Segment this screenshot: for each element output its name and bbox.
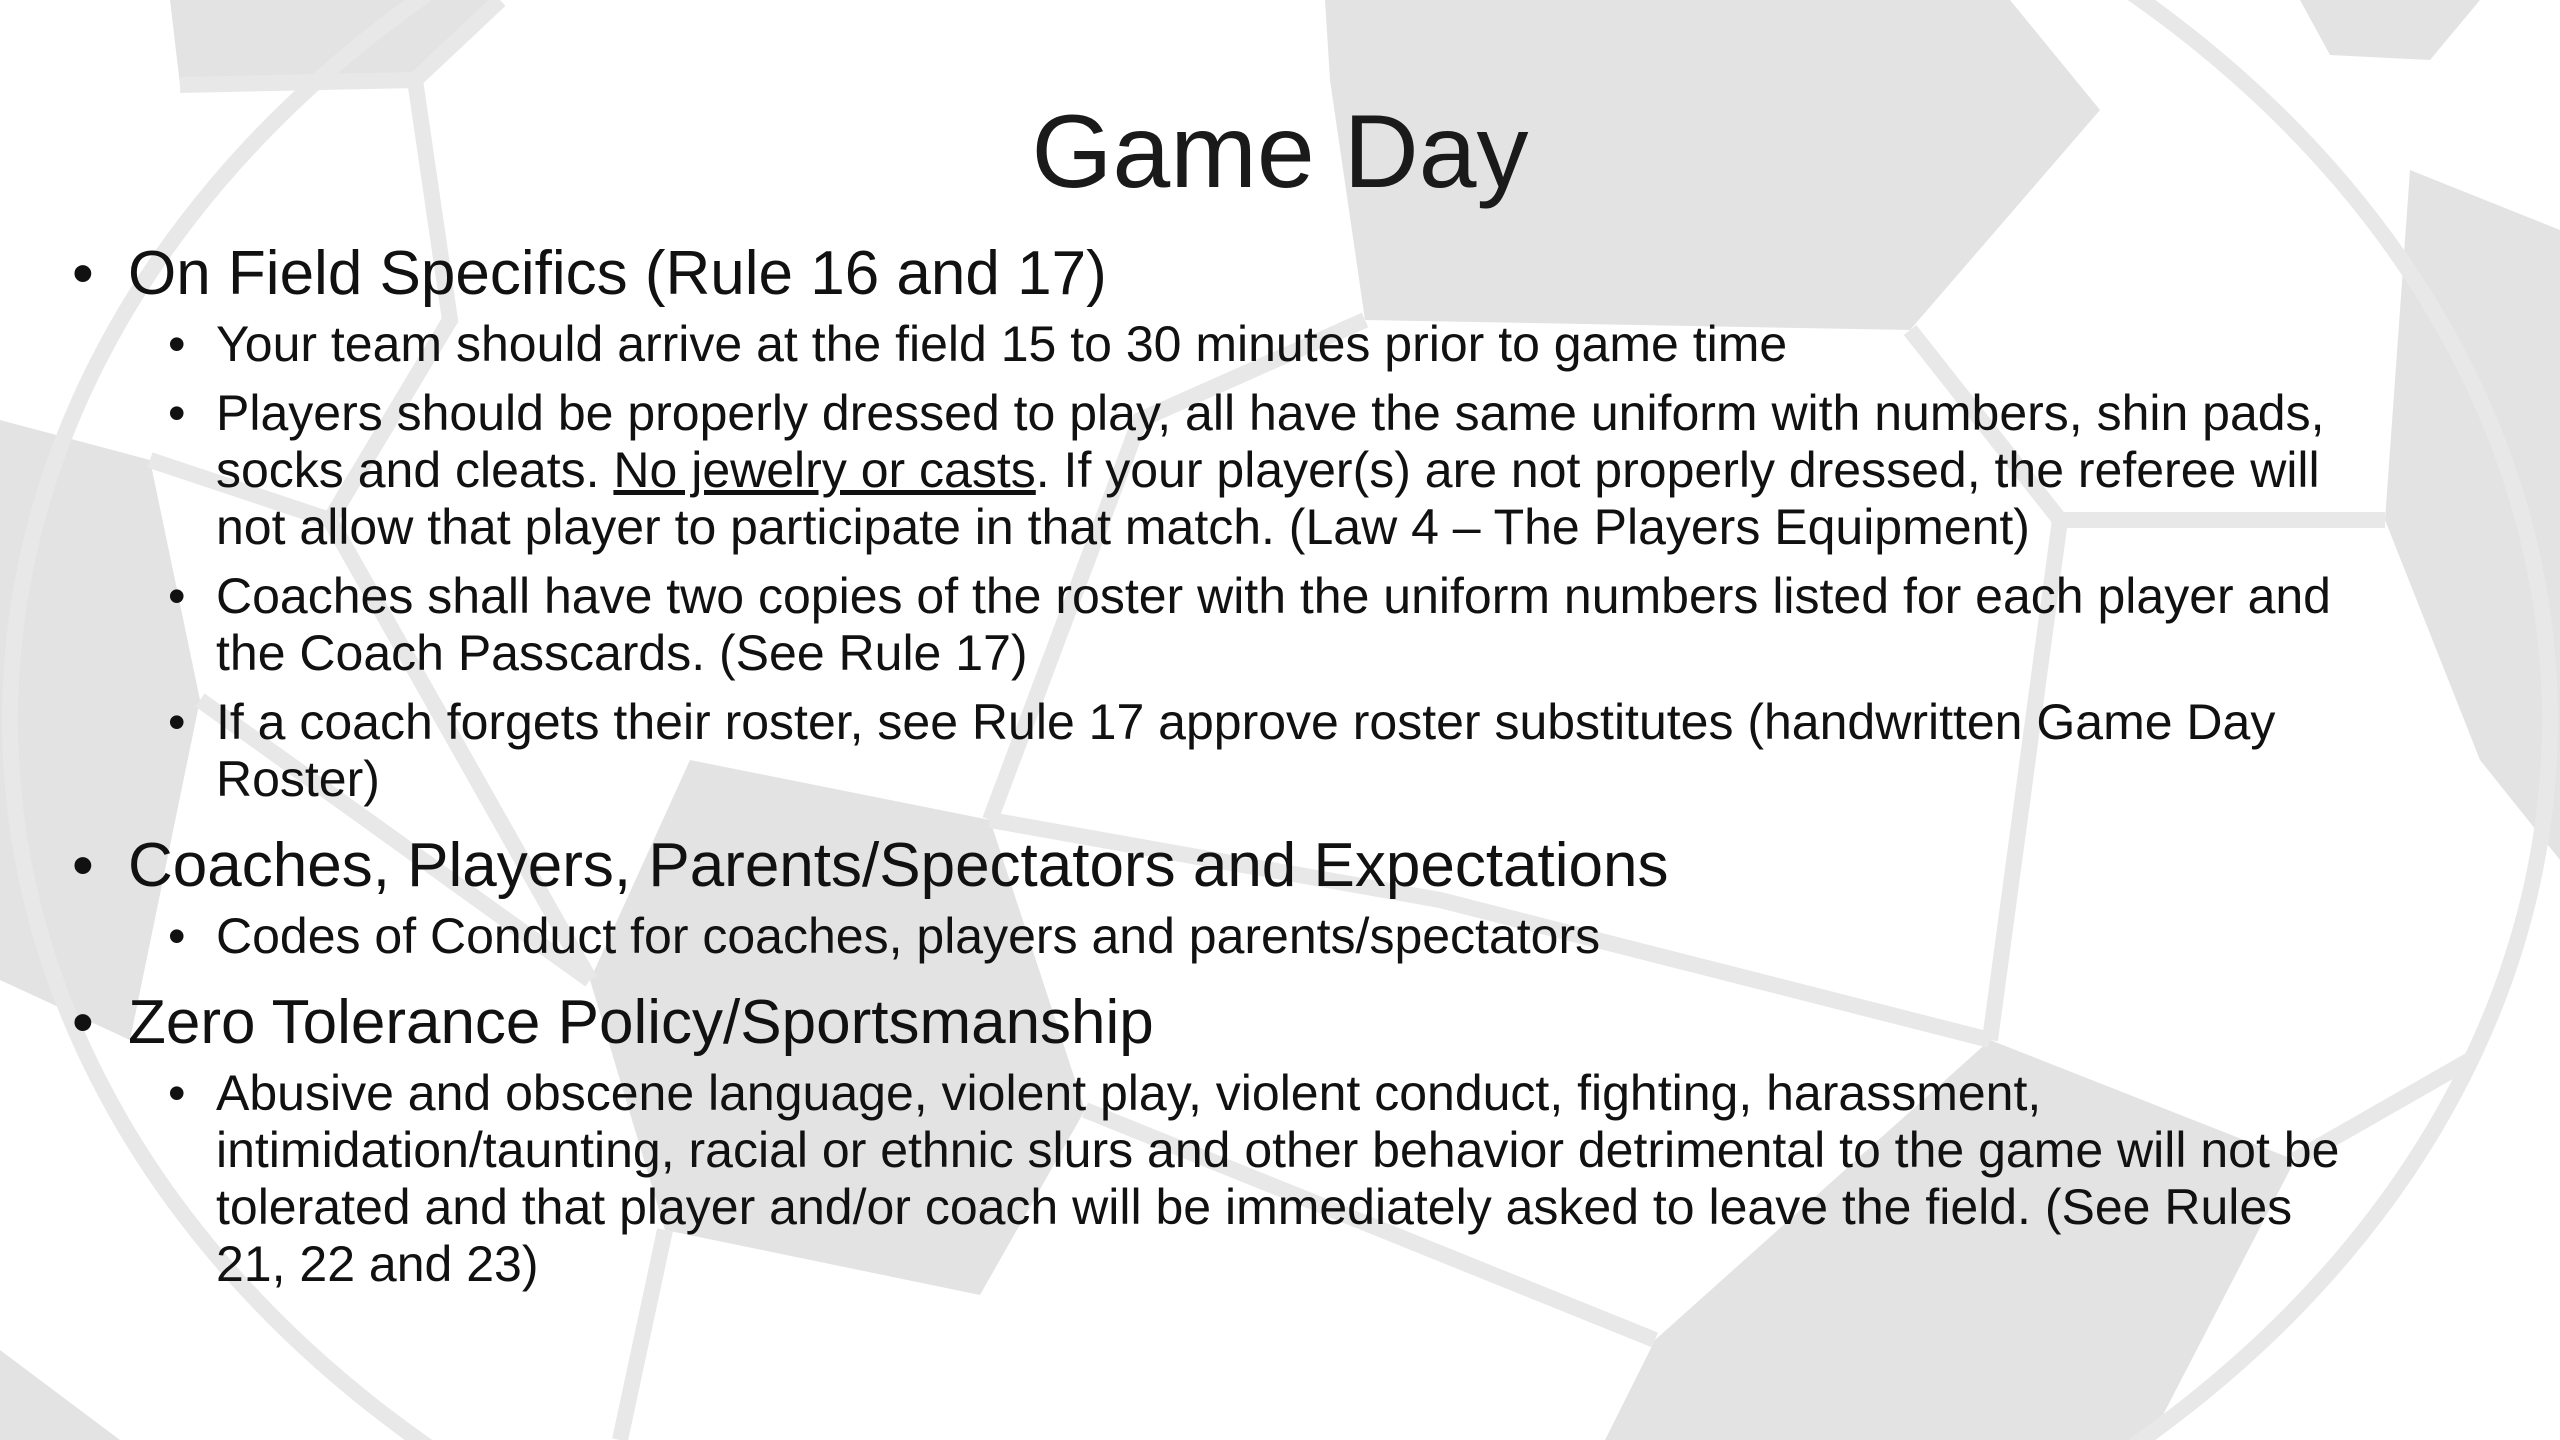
item-text: Codes of Conduct for coaches, players and parents/spectators	[216, 908, 1601, 964]
item-text-underlined: No jewelry or casts	[613, 442, 1036, 498]
section-zero-tolerance	[72, 987, 2372, 1293]
item-text: Abusive and obscene language, violent play, violent conduct, fighting, harassment, intimidation/taunting, racial or ethnic slurs and other behavior detrimental to the game will not be tolerated and that player and/or coach will be immediately asked to leave the field. (See Rules 21, 22 and 23)	[216, 1065, 2340, 1292]
list-item	[168, 568, 2372, 682]
item-text: Players should be properly dressed to play, all have the same uniform with numbers, shin pads, socks and cleats.	[216, 385, 2325, 498]
section-on-field-specifics	[72, 238, 2372, 808]
list-item	[168, 316, 2372, 373]
slide-title: Game Day	[1031, 94, 1529, 210]
item-text: . If your player(s) are not properly dressed, the referee will not allow that player to participate in that match. (Law 4 – The Players Equipment)	[216, 442, 2320, 555]
list-item	[168, 694, 2372, 808]
bullet-glyph: •	[72, 831, 94, 900]
section-heading: Zero Tolerance Policy/Sportsmanship	[128, 988, 1154, 1057]
sub-bullet-list	[128, 316, 2372, 808]
sub-bullet-list	[128, 1065, 2372, 1293]
bullet-glyph: •	[168, 1065, 186, 1121]
bullet-glyph: •	[72, 239, 94, 308]
list-item	[168, 908, 2372, 965]
section-heading: Coaches, Players, Parents/Spectators and Expectations	[128, 831, 1669, 900]
bullet-glyph: •	[168, 385, 186, 441]
section-coaches-players-parents	[72, 830, 2372, 965]
bullet-glyph: •	[168, 694, 186, 750]
bullet-glyph: •	[72, 988, 94, 1057]
bullet-list	[72, 238, 2372, 1315]
item-text: Your team should arrive at the field 15 to 30 minutes prior to game time	[216, 316, 1788, 372]
bullet-glyph: •	[168, 908, 186, 964]
bullet-glyph: •	[168, 316, 186, 372]
item-text: If a coach forgets their roster, see Rule 17 approve roster substitutes (handwritten Game Day Roster)	[216, 694, 2276, 807]
list-item	[168, 385, 2372, 556]
list-item	[168, 1065, 2372, 1293]
bullet-glyph: •	[168, 568, 186, 624]
section-heading: On Field Specifics (Rule 16 and 17)	[128, 239, 1107, 308]
sub-bullet-list	[128, 908, 2372, 965]
item-text: Coaches shall have two copies of the roster with the uniform numbers listed for each player and the Coach Passcards. (See Rule 17)	[216, 568, 2331, 681]
